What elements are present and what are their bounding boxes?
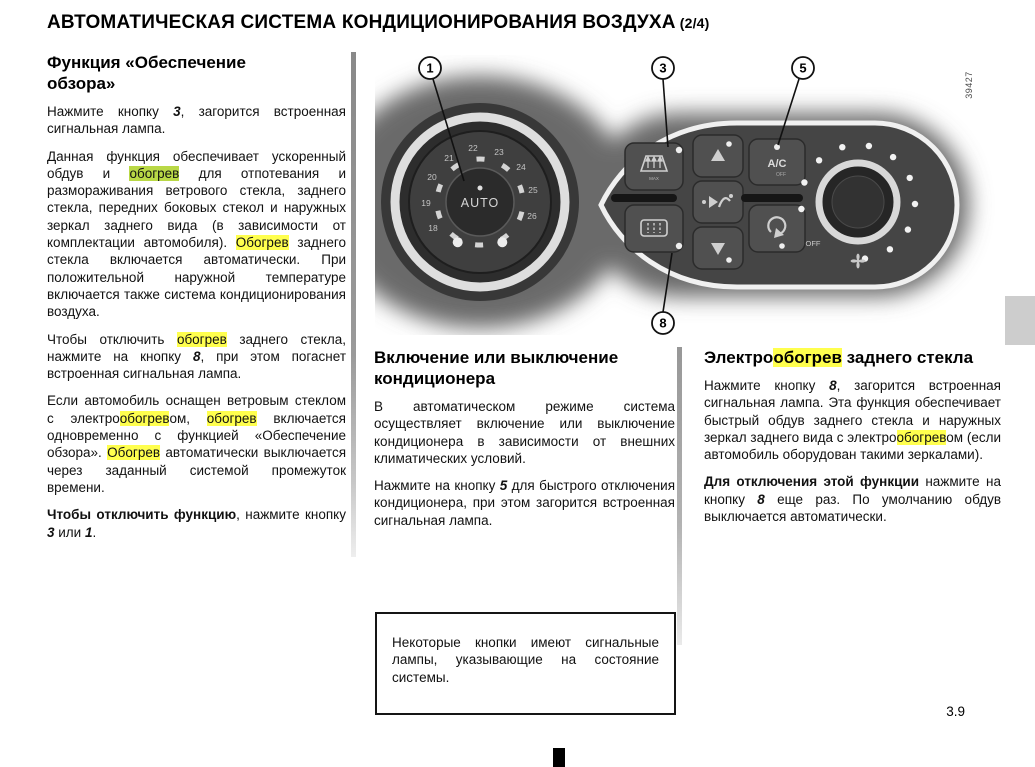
callout-3 [652, 57, 674, 79]
svg-text:3: 3 [659, 60, 667, 76]
svg-text:18: 18 [428, 223, 438, 233]
arrow-up-dot [726, 141, 732, 147]
middle-column [374, 347, 675, 539]
note-box [375, 612, 676, 715]
ac-indicator-dot [774, 144, 780, 150]
rear-defrost-indicator-dot [676, 243, 682, 249]
svg-text:1: 1 [426, 60, 434, 76]
paragraph: Нажмите кнопку 3, загорится встроенная сигнальная лампа. [47, 104, 346, 137]
paragraph: Чтобы отключить функцию, нажмите кнопку 3 или 1. [47, 507, 346, 540]
auto-indicator-dot [478, 186, 483, 191]
right-slot [741, 194, 803, 202]
fan-off-label: OFF [805, 239, 821, 248]
arrow-down-dot [726, 257, 732, 263]
callout-8 [652, 312, 674, 334]
callout-5 [792, 57, 814, 79]
column-divider [351, 52, 356, 557]
callout-1 [419, 57, 441, 79]
page-title-suffix: (2/4) [679, 15, 710, 31]
svg-text:22: 22 [468, 143, 478, 153]
svg-text:23: 23 [494, 147, 504, 157]
climate-panel-figure [375, 55, 995, 335]
paragraph: Чтобы отключить обогрев заднего стекла, нажмите на кнопку 8, при этом погаснет встроенная сигнальная лампа. [47, 331, 346, 382]
dial-end-dot [453, 237, 463, 247]
left-slot [611, 194, 677, 202]
recirculation-button [749, 205, 805, 252]
figure-reference: 39427 [964, 71, 974, 99]
svg-text:8: 8 [659, 315, 667, 331]
paragraph: Нажмите на кнопку 5 для быстрого отключения кондиционера, при этом загорится встроенная сигнальная лампа. [374, 478, 675, 528]
page-number: 3.9 [946, 704, 965, 719]
svg-text:19: 19 [421, 198, 431, 208]
svg-text:25: 25 [528, 185, 538, 195]
section-thumb-tab [1005, 296, 1035, 345]
windshield-defrost-indicator-dot [676, 147, 682, 153]
auto-label: AUTO [460, 196, 500, 210]
paragraph: Если автомобиль оснащен ветровым стеклом с электрообогревом, обогрев включается одновременно с функцией «Обеспечение обзора». Обогрев автоматически выключается через заданный системой промежуток времени. [47, 393, 346, 495]
page-title [47, 12, 967, 34]
dial-end-dot [497, 237, 507, 247]
right-column [704, 347, 1001, 535]
svg-text:20: 20 [427, 172, 437, 182]
svg-text:24: 24 [516, 162, 526, 172]
column-divider [677, 347, 682, 645]
paragraph: В автоматическом режиме система осуществляет включение или выключение кондиционера в зависимости от внешних климатических условий. [374, 399, 675, 466]
left-column-heading: Функция «Обеспечение обзора» [47, 53, 246, 93]
svg-text:5: 5 [799, 60, 807, 76]
paragraph: Данная функция обеспечивает ускоренный обдув и обогрев для отпотевания и размораживания ветрового стекла, заднего стекла, передних боковых стекол и наружных зеркал заднего вида (в зависимости от комплектации автомобиля). Обогрев заднего стекла включается автоматически. При положительной наружной температуре включается также система кондиционирования воздуха. [47, 148, 346, 320]
ac-off-sublabel: OFF [776, 172, 786, 178]
right-column-heading: Электрообогрев заднего стекла [704, 348, 974, 367]
binding-marker [553, 748, 565, 767]
svg-text:21: 21 [444, 153, 454, 163]
max-label: MAX [649, 176, 659, 181]
svg-text:26: 26 [527, 211, 537, 221]
temperature-dial [381, 103, 579, 301]
page-title-text: АВТОМАТИЧЕСКАЯ СИСТЕМА КОНДИЦИОНИРОВАНИЯ ВОЗДУХА [47, 12, 676, 33]
middle-column-heading: Включение или выключение кондиционера [374, 348, 619, 388]
left-column [47, 52, 346, 551]
note-text: Некоторые кнопки имеют сигнальные лампы, указывающие на состояние системы. [392, 635, 659, 685]
ac-label: A/C [767, 158, 787, 170]
recirculation-dot [779, 243, 785, 249]
paragraph: Для отключения этой функции нажмите на кнопку 8 еще раз. По умолчанию обдув выключается автоматически. [704, 474, 1001, 525]
paragraph: Нажмите кнопку 8, загорится встроенная сигнальная лампа. Эта функция обеспечивает быстрый обдув заднего стекла и наружных зеркал заднего вида с электрообогревом (если автомобиль оборудован такими зеркалами). [704, 378, 1001, 463]
